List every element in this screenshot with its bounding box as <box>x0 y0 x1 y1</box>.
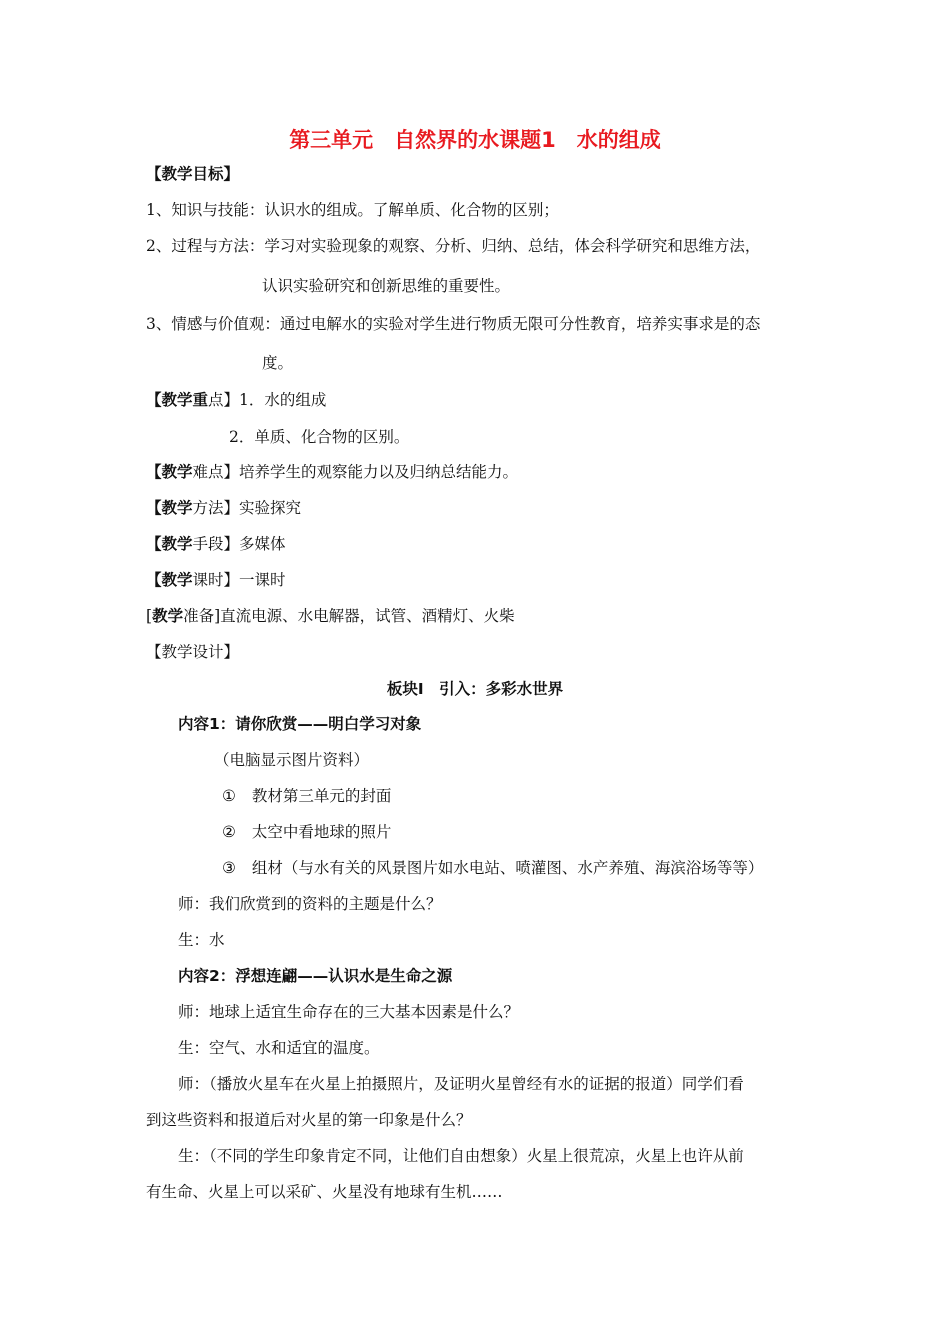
circled-number: ② <box>222 823 236 841</box>
preparation-label: 教学 <box>152 607 184 625</box>
period-label: 【教学 <box>146 571 193 589</box>
teacher-line: 师：我们欣赏到的资料的主题是什么？ <box>178 895 442 913</box>
means-text: 多媒体 <box>239 535 286 553</box>
preparation-text: 直流电源、水电解器，试管、酒精灯、火柴 <box>220 607 515 625</box>
list-item: ① 教材第三单元的封面 <box>222 787 392 805</box>
preparation-row <box>146 606 515 626</box>
list-item: ② 太空中看地球的照片 <box>222 823 392 841</box>
teacher-line-cont: 到这些资料和报道后对火星的第一印象是什么？ <box>146 1111 472 1129</box>
content-2-title: 内容2：浮想连翩——认识水是生命之源 <box>178 967 453 985</box>
method-label-tail: 方法】 <box>192 499 240 517</box>
period-text: 一课时 <box>239 571 286 589</box>
period-row <box>146 570 286 590</box>
objectives-heading: 【教学目标】 <box>146 165 240 183</box>
difficulty-row <box>146 462 518 482</box>
objective-line-1: 1、知识与技能：认识水的组成。了解单质、化合物的区别； <box>146 201 559 219</box>
method-label: 【教学 <box>146 499 193 517</box>
student-line: 生：空气、水和适宜的温度。 <box>178 1039 380 1057</box>
method-row <box>146 498 301 518</box>
preparation-bracket: [ <box>146 607 153 625</box>
objective-line-3: 3、情感与价值观：通过电解水的实验对学生进行物质无限可分性教育，培养实事求是的态 <box>146 315 761 333</box>
difficulty-label: 【教学 <box>146 463 193 481</box>
key-point-1: 1．水的组成 <box>239 391 327 409</box>
list-item: ③ 组材（与水有关的风景图片如水电站、喷灌图、水产养殖、海滨浴场等等） <box>222 859 764 877</box>
key-point-2: 2．单质、化合物的区别。 <box>229 428 410 446</box>
difficulty-label-tail: 难点】 <box>192 463 240 481</box>
key-points-row <box>146 390 326 410</box>
content-1-note: （电脑显示图片资料） <box>214 751 370 769</box>
key-points-label: 【教学重 <box>146 391 209 409</box>
page-title: 第三单元 自然界的水课题1 水的组成 <box>289 128 661 152</box>
content-1-title: 内容1：请你欣赏——明白学习对象 <box>178 715 422 733</box>
key-points-label-tail: 点】 <box>208 391 240 409</box>
student-line-cont: 有生命、火星上可以采矿、火星没有地球有生机…… <box>146 1183 503 1201</box>
student-line: 生：水 <box>178 931 225 949</box>
circled-number: ③ <box>222 859 236 877</box>
method-text: 实验探究 <box>239 499 302 517</box>
objective-line-3-cont: 度。 <box>262 354 294 372</box>
circled-number: ① <box>222 787 236 805</box>
preparation-label-tail: 准备] <box>183 607 221 625</box>
student-line: 生：（不同的学生印象肯定不同，让他们自由想象）火星上很荒凉，火星上也许从前 <box>178 1147 744 1165</box>
means-label: 【教学 <box>146 535 193 553</box>
difficulty-text: 培养学生的观察能力以及归纳总结能力。 <box>239 463 519 481</box>
objective-line-2-cont: 认识实验研究和创新思维的重要性。 <box>262 277 511 295</box>
teacher-line: 师：地球上适宜生命存在的三大基本因素是什么？ <box>178 1003 520 1021</box>
teacher-line: 师：（播放火星车在火星上拍摄照片，及证明火星曾经有水的证据的报道）同学们看 <box>178 1075 744 1093</box>
means-label-tail: 手段】 <box>192 535 240 553</box>
section-heading: 板块Ⅰ 引入：多彩水世界 <box>386 680 564 698</box>
design-heading: 【教学设计】 <box>146 643 240 661</box>
means-row <box>146 534 286 554</box>
objective-line-2: 2、过程与方法：学习对实验现象的观察、分析、归纳、总结，体会科学研究和思维方法， <box>146 237 761 255</box>
period-label-tail: 课时】 <box>192 571 240 589</box>
